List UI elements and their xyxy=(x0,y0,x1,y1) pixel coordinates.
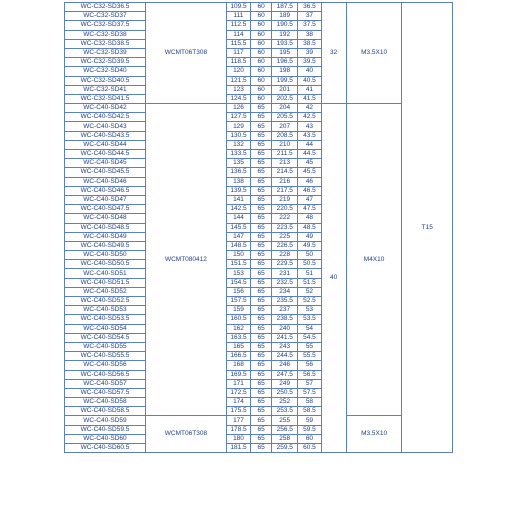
dim-a-cell: 171 xyxy=(226,379,250,388)
dim-a-cell: 148.5 xyxy=(226,241,250,250)
spec-table-body xyxy=(65,3,453,453)
dim-b-cell: 60 xyxy=(251,21,272,30)
dim-a-cell: 174 xyxy=(226,398,250,407)
dim-c-cell: 259.5 xyxy=(272,444,298,453)
dim-c-cell: 240 xyxy=(272,324,298,333)
model-cell: WC-C40-SD58.5 xyxy=(65,407,146,416)
model-cell: WC-C40-SD57.5 xyxy=(65,388,146,397)
dim-c-cell: 246 xyxy=(272,361,298,370)
dim-a-cell: 181.5 xyxy=(226,444,250,453)
model-cell: WC-C32-SD36.5 xyxy=(65,3,146,12)
model-cell: WC-C40-SD51.5 xyxy=(65,278,146,287)
dim-a-cell: 142.5 xyxy=(226,205,250,214)
dim-d-cell: 56.5 xyxy=(298,370,321,379)
dim-b-cell: 65 xyxy=(251,370,272,379)
dim-d-cell: 51 xyxy=(298,269,321,278)
dim-a-cell: 139.5 xyxy=(226,186,250,195)
model-cell: WC-C40-SD49.5 xyxy=(65,241,146,250)
dim-a-cell: 109.5 xyxy=(226,3,250,12)
dim-b-cell: 65 xyxy=(251,159,272,168)
dim-c-cell: 211.5 xyxy=(272,150,298,159)
dim-c-cell: 202.5 xyxy=(272,94,298,103)
model-cell: WC-C32-SD41 xyxy=(65,85,146,94)
dim-c-cell: 234 xyxy=(272,287,298,296)
table-row xyxy=(65,416,453,425)
dim-b-cell: 65 xyxy=(251,388,272,397)
dim-a-cell: 126 xyxy=(226,104,250,113)
dim-a-cell: 168 xyxy=(226,361,250,370)
dim-d-cell: 41 xyxy=(298,85,321,94)
dim-c-cell: 189 xyxy=(272,12,298,21)
dim-d-cell: 58 xyxy=(298,398,321,407)
dim-c-cell: 196.5 xyxy=(272,58,298,67)
model-cell: WC-C40-SD46.5 xyxy=(65,186,146,195)
screw-cell: M3.5X10 xyxy=(346,416,402,453)
model-cell: WC-C40-SD52.5 xyxy=(65,297,146,306)
dim-a-cell: 165 xyxy=(226,342,250,351)
dim-b-cell: 65 xyxy=(251,195,272,204)
model-cell: WC-C40-SD44 xyxy=(65,140,146,149)
dim-d-cell: 53.5 xyxy=(298,315,321,324)
dim-c-cell: 228 xyxy=(272,251,298,260)
dim-d-cell: 58.5 xyxy=(298,407,321,416)
model-cell: WC-C40-SD54 xyxy=(65,324,146,333)
dim-c-cell: 205.5 xyxy=(272,113,298,122)
dim-d-cell: 41.5 xyxy=(298,94,321,103)
dim-b-cell: 65 xyxy=(251,168,272,177)
dim-a-cell: 135 xyxy=(226,159,250,168)
dim-a-cell: 127.5 xyxy=(226,113,250,122)
dim-d-cell: 59 xyxy=(298,416,321,425)
dim-b-cell: 65 xyxy=(251,434,272,443)
dim-d-cell: 42.5 xyxy=(298,113,321,122)
model-cell: WC-C32-SD37 xyxy=(65,12,146,21)
dim-b-cell: 65 xyxy=(251,352,272,361)
model-cell: WC-C32-SD40 xyxy=(65,67,146,76)
dim-a-cell: 130.5 xyxy=(226,131,250,140)
dim-d-cell: 50 xyxy=(298,251,321,260)
dim-d-cell: 49 xyxy=(298,232,321,241)
dim-b-cell: 60 xyxy=(251,48,272,57)
dim-a-cell: 138 xyxy=(226,177,250,186)
model-cell: WC-C40-SD43 xyxy=(65,122,146,131)
dim-d-cell: 38 xyxy=(298,30,321,39)
dim-a-cell: 156 xyxy=(226,287,250,296)
dim-c-cell: 237 xyxy=(272,306,298,315)
dim-a-cell: 132 xyxy=(226,140,250,149)
dim-d-cell: 57 xyxy=(298,379,321,388)
dim-a-cell: 169.5 xyxy=(226,370,250,379)
dim-d-cell: 43 xyxy=(298,122,321,131)
model-cell: WC-C40-SD58 xyxy=(65,398,146,407)
dim-c-cell: 216 xyxy=(272,177,298,186)
dim-b-cell: 60 xyxy=(251,12,272,21)
dim-a-cell: 147 xyxy=(226,232,250,241)
dim-c-cell: 250.5 xyxy=(272,388,298,397)
dim-a-cell: 178.5 xyxy=(226,425,250,434)
dim-d-cell: 47 xyxy=(298,195,321,204)
dim-a-cell: 118.5 xyxy=(226,58,250,67)
model-cell: WC-C40-SD55 xyxy=(65,342,146,351)
model-cell: WC-C40-SD50.5 xyxy=(65,260,146,269)
dim-b-cell: 65 xyxy=(251,113,272,122)
dim-b-cell: 65 xyxy=(251,416,272,425)
dim-c-cell: 226.5 xyxy=(272,241,298,250)
dim-d-cell: 40 xyxy=(298,67,321,76)
spec-table xyxy=(64,2,453,453)
model-cell: WC-C40-SD60 xyxy=(65,434,146,443)
dim-c-cell: 190.5 xyxy=(272,21,298,30)
dim-c-cell: 187.5 xyxy=(272,3,298,12)
dim-b-cell: 60 xyxy=(251,58,272,67)
model-cell: WC-C40-SD53 xyxy=(65,306,146,315)
dim-b-cell: 65 xyxy=(251,223,272,232)
dim-c-cell: 193.5 xyxy=(272,39,298,48)
dim-b-cell: 60 xyxy=(251,85,272,94)
model-cell: WC-C40-SD51 xyxy=(65,269,146,278)
dim-c-cell: 229.5 xyxy=(272,260,298,269)
dim-c-cell: 222 xyxy=(272,214,298,223)
dim-c-cell: 192 xyxy=(272,30,298,39)
dim-b-cell: 65 xyxy=(251,287,272,296)
dim-c-cell: 232.5 xyxy=(272,278,298,287)
dim-b-cell: 65 xyxy=(251,122,272,131)
model-cell: WC-C40-SD52 xyxy=(65,287,146,296)
insert-cell: WCMT080412 xyxy=(145,104,226,416)
dim-d-cell: 46 xyxy=(298,177,321,186)
dim-d-cell: 42 xyxy=(298,104,321,113)
dim-d-cell: 57.5 xyxy=(298,388,321,397)
dim-c-cell: 199.5 xyxy=(272,76,298,85)
dim-b-cell: 65 xyxy=(251,297,272,306)
dim-a-cell: 121.5 xyxy=(226,76,250,85)
model-cell: WC-C40-SD42 xyxy=(65,104,146,113)
dim-d-cell: 48.5 xyxy=(298,223,321,232)
insert-cell: WCMT06T308 xyxy=(145,416,226,453)
dim-d-cell: 52 xyxy=(298,287,321,296)
dim-b-cell: 65 xyxy=(251,104,272,113)
dim-b-cell: 65 xyxy=(251,324,272,333)
dim-c-cell: 225 xyxy=(272,232,298,241)
dim-c-cell: 252 xyxy=(272,398,298,407)
model-cell: WC-C32-SD38 xyxy=(65,30,146,39)
dim-d-cell: 40.5 xyxy=(298,76,321,85)
dim-d-cell: 53 xyxy=(298,306,321,315)
dim-a-cell: 111 xyxy=(226,12,250,21)
dim-a-cell: 112.5 xyxy=(226,21,250,30)
dim-b-cell: 65 xyxy=(251,241,272,250)
model-cell: WC-C40-SD45.5 xyxy=(65,168,146,177)
dim-b-cell: 65 xyxy=(251,140,272,149)
dim-c-cell: 210 xyxy=(272,140,298,149)
model-cell: WC-C40-SD55.5 xyxy=(65,352,146,361)
dim-b-cell: 65 xyxy=(251,306,272,315)
dim-b-cell: 65 xyxy=(251,232,272,241)
dim-c-cell: 244.5 xyxy=(272,352,298,361)
dim-b-cell: 65 xyxy=(251,205,272,214)
model-cell: WC-C40-SD47 xyxy=(65,195,146,204)
dim-d-cell: 51.5 xyxy=(298,278,321,287)
dim-a-cell: 157.5 xyxy=(226,297,250,306)
dim-c-cell: 217.5 xyxy=(272,186,298,195)
dim-c-cell: 255 xyxy=(272,416,298,425)
model-cell: WC-C32-SD39.5 xyxy=(65,58,146,67)
dim-a-cell: 124.5 xyxy=(226,94,250,103)
dim-a-cell: 144 xyxy=(226,214,250,223)
dim-c-cell: 253.5 xyxy=(272,407,298,416)
dim-c-cell: 214.5 xyxy=(272,168,298,177)
model-cell: WC-C40-SD59.5 xyxy=(65,425,146,434)
dim-d-cell: 60.5 xyxy=(298,444,321,453)
dim-b-cell: 60 xyxy=(251,76,272,85)
screw-cell: M3.5X10 xyxy=(346,3,402,104)
dim-b-cell: 65 xyxy=(251,278,272,287)
dim-d-cell: 47.5 xyxy=(298,205,321,214)
dim-b-cell: 65 xyxy=(251,177,272,186)
table-row xyxy=(65,3,453,12)
dim-d-cell: 50.5 xyxy=(298,260,321,269)
shank-diameter-cell: 40 xyxy=(321,104,346,453)
dim-d-cell: 45.5 xyxy=(298,168,321,177)
dim-b-cell: 65 xyxy=(251,214,272,223)
insert-cell: WCMT06T308 xyxy=(145,3,226,104)
dim-c-cell: 235.5 xyxy=(272,297,298,306)
model-cell: WC-C40-SD56.5 xyxy=(65,370,146,379)
dim-b-cell: 65 xyxy=(251,150,272,159)
dim-b-cell: 60 xyxy=(251,30,272,39)
dim-a-cell: 180 xyxy=(226,434,250,443)
dim-c-cell: 207 xyxy=(272,122,298,131)
dim-d-cell: 55.5 xyxy=(298,352,321,361)
dim-a-cell: 133.5 xyxy=(226,150,250,159)
model-cell: WC-C40-SD59 xyxy=(65,416,146,425)
model-cell: WC-C40-SD60.5 xyxy=(65,444,146,453)
dim-d-cell: 39 xyxy=(298,48,321,57)
dim-a-cell: 141 xyxy=(226,195,250,204)
dim-d-cell: 60 xyxy=(298,434,321,443)
screw-cell: M4X10 xyxy=(346,104,402,416)
dim-b-cell: 65 xyxy=(251,398,272,407)
model-cell: WC-C32-SD41.5 xyxy=(65,94,146,103)
dim-a-cell: 115.5 xyxy=(226,39,250,48)
dim-c-cell: 247.5 xyxy=(272,370,298,379)
model-cell: WC-C32-SD40.5 xyxy=(65,76,146,85)
model-cell: WC-C40-SD44.5 xyxy=(65,150,146,159)
dim-d-cell: 52.5 xyxy=(298,297,321,306)
dim-b-cell: 65 xyxy=(251,186,272,195)
dim-c-cell: 258 xyxy=(272,434,298,443)
dim-c-cell: 241.5 xyxy=(272,333,298,342)
key-cell: T15 xyxy=(402,3,453,453)
model-cell: WC-C40-SD42.5 xyxy=(65,113,146,122)
dim-c-cell: 213 xyxy=(272,159,298,168)
dim-d-cell: 39.5 xyxy=(298,58,321,67)
model-cell: WC-C40-SD43.5 xyxy=(65,131,146,140)
dim-b-cell: 65 xyxy=(251,333,272,342)
dim-a-cell: 154.5 xyxy=(226,278,250,287)
dim-d-cell: 48 xyxy=(298,214,321,223)
dim-a-cell: 153 xyxy=(226,269,250,278)
dim-b-cell: 65 xyxy=(251,260,272,269)
dim-d-cell: 44.5 xyxy=(298,150,321,159)
dim-a-cell: 151.5 xyxy=(226,260,250,269)
dim-b-cell: 65 xyxy=(251,444,272,453)
dim-d-cell: 45 xyxy=(298,159,321,168)
dim-b-cell: 65 xyxy=(251,315,272,324)
dim-c-cell: 219 xyxy=(272,195,298,204)
dim-c-cell: 195 xyxy=(272,48,298,57)
dim-a-cell: 117 xyxy=(226,48,250,57)
dim-c-cell: 231 xyxy=(272,269,298,278)
dim-b-cell: 65 xyxy=(251,269,272,278)
dim-d-cell: 38.5 xyxy=(298,39,321,48)
shank-diameter-cell: 32 xyxy=(321,3,346,104)
dim-a-cell: 160.5 xyxy=(226,315,250,324)
dim-b-cell: 65 xyxy=(251,131,272,140)
model-cell: WC-C40-SD57 xyxy=(65,379,146,388)
dim-a-cell: 123 xyxy=(226,85,250,94)
model-cell: WC-C32-SD38.5 xyxy=(65,39,146,48)
model-cell: WC-C32-SD37.5 xyxy=(65,21,146,30)
dim-c-cell: 220.5 xyxy=(272,205,298,214)
dim-b-cell: 65 xyxy=(251,342,272,351)
dim-d-cell: 43.5 xyxy=(298,131,321,140)
model-cell: WC-C40-SD45 xyxy=(65,159,146,168)
model-cell: WC-C40-SD46 xyxy=(65,177,146,186)
dim-d-cell: 56 xyxy=(298,361,321,370)
dim-b-cell: 60 xyxy=(251,39,272,48)
dim-d-cell: 37 xyxy=(298,12,321,21)
model-cell: WC-C40-SD54.5 xyxy=(65,333,146,342)
dim-a-cell: 175.5 xyxy=(226,407,250,416)
dim-c-cell: 256.5 xyxy=(272,425,298,434)
dim-a-cell: 162 xyxy=(226,324,250,333)
dim-a-cell: 150 xyxy=(226,251,250,260)
dim-d-cell: 55 xyxy=(298,342,321,351)
dim-c-cell: 204 xyxy=(272,104,298,113)
dim-b-cell: 65 xyxy=(251,407,272,416)
dim-a-cell: 145.5 xyxy=(226,223,250,232)
dim-d-cell: 44 xyxy=(298,140,321,149)
dim-a-cell: 120 xyxy=(226,67,250,76)
dim-d-cell: 59.5 xyxy=(298,425,321,434)
model-cell: WC-C32-SD39 xyxy=(65,48,146,57)
model-cell: WC-C40-SD49 xyxy=(65,232,146,241)
model-cell: WC-C40-SD48.5 xyxy=(65,223,146,232)
dim-a-cell: 114 xyxy=(226,30,250,39)
dim-b-cell: 60 xyxy=(251,3,272,12)
dim-b-cell: 65 xyxy=(251,379,272,388)
model-cell: WC-C40-SD56 xyxy=(65,361,146,370)
dim-a-cell: 166.5 xyxy=(226,352,250,361)
dim-c-cell: 249 xyxy=(272,379,298,388)
dim-b-cell: 65 xyxy=(251,425,272,434)
table-row xyxy=(65,104,453,113)
dim-d-cell: 46.5 xyxy=(298,186,321,195)
dim-c-cell: 243 xyxy=(272,342,298,351)
dim-c-cell: 223.5 xyxy=(272,223,298,232)
model-cell: WC-C40-SD50 xyxy=(65,251,146,260)
dim-d-cell: 37.5 xyxy=(298,21,321,30)
dim-a-cell: 177 xyxy=(226,416,250,425)
dim-c-cell: 201 xyxy=(272,85,298,94)
dim-b-cell: 60 xyxy=(251,67,272,76)
dim-a-cell: 163.5 xyxy=(226,333,250,342)
dim-b-cell: 65 xyxy=(251,251,272,260)
dim-b-cell: 60 xyxy=(251,94,272,103)
dim-c-cell: 238.5 xyxy=(272,315,298,324)
dim-d-cell: 54.5 xyxy=(298,333,321,342)
dim-a-cell: 159 xyxy=(226,306,250,315)
dim-a-cell: 136.5 xyxy=(226,168,250,177)
dim-c-cell: 208.5 xyxy=(272,131,298,140)
dim-b-cell: 65 xyxy=(251,361,272,370)
dim-a-cell: 172.5 xyxy=(226,388,250,397)
dim-d-cell: 49.5 xyxy=(298,241,321,250)
model-cell: WC-C40-SD48 xyxy=(65,214,146,223)
dim-d-cell: 54 xyxy=(298,324,321,333)
dim-d-cell: 36.5 xyxy=(298,3,321,12)
dim-c-cell: 198 xyxy=(272,67,298,76)
dim-a-cell: 129 xyxy=(226,122,250,131)
model-cell: WC-C40-SD47.5 xyxy=(65,205,146,214)
model-cell: WC-C40-SD53.5 xyxy=(65,315,146,324)
